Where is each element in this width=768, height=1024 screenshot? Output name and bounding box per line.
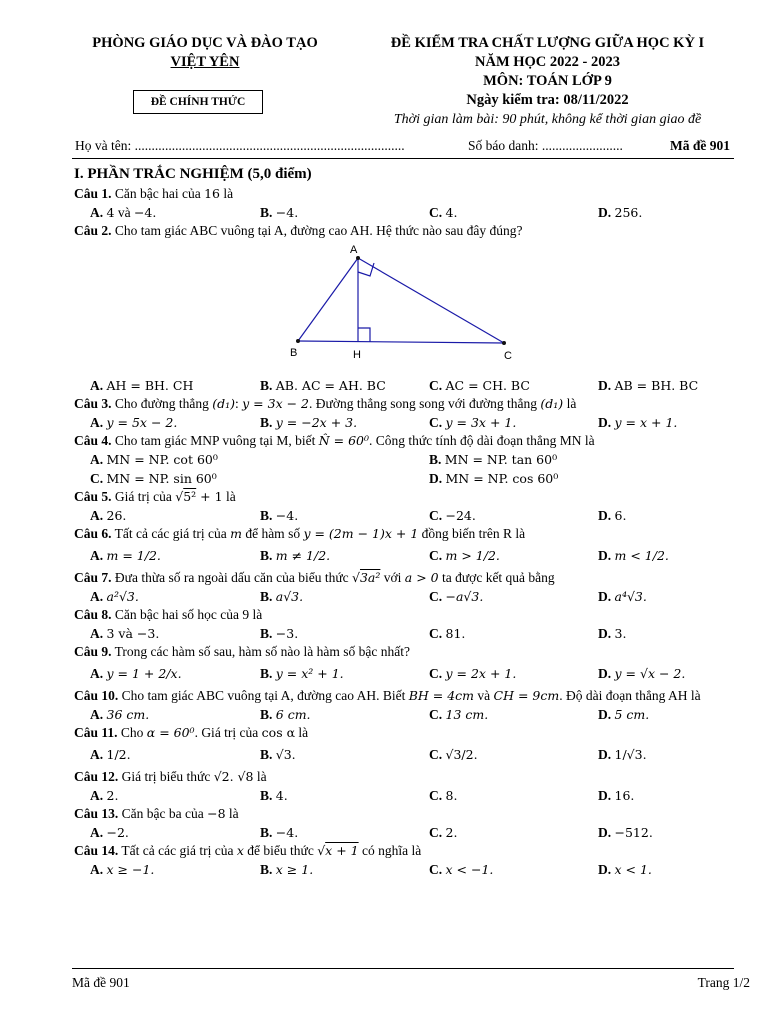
option-c[interactable]: C. 4.: [429, 205, 458, 220]
option-d[interactable]: D. m < 1/2.: [598, 548, 669, 563]
question: [74, 222, 734, 240]
answer-options: [74, 469, 734, 488]
exam-duration: Thời gian làm bài: 90 phút, không kể thời gian giao đề: [393, 112, 702, 127]
option-c[interactable]: C. 2.: [429, 825, 458, 840]
question-number: Câu 6.: [74, 526, 112, 541]
question-text: Cho tam giác ABC vuông tại A, đường cao AH. Biết BH = 4cm và CH = 9cm. Độ dài đoạn thẳng AH là: [121, 688, 701, 703]
option-d[interactable]: D. y = x + 1.: [598, 415, 678, 430]
triangle-figure: [74, 240, 734, 376]
question-text: Căn bậc ba của −8 là: [121, 806, 239, 821]
answer-options: [74, 203, 734, 222]
question-number: Câu 10.: [74, 688, 119, 703]
question-number: Câu 9.: [74, 644, 112, 659]
option-b[interactable]: B. 4.: [260, 788, 288, 803]
question-number: Câu 7.: [74, 570, 112, 585]
question-text: Cho đường thẳng (d₁): y = 3x − 2. Đường thẳng song song với đường thẳng (d₁) là: [114, 396, 577, 411]
option-c[interactable]: C. x < −1.: [429, 862, 494, 877]
option-a[interactable]: A. m = 1/2.: [90, 548, 161, 563]
option-a[interactable]: A. AH = BH. CH: [90, 378, 194, 393]
question-number: Câu 3.: [74, 396, 112, 411]
question-number: Câu 4.: [74, 433, 112, 448]
page-number: Trang 1/2: [697, 975, 750, 990]
question-text: Căn bậc hai số học của 9 là: [114, 607, 263, 622]
question: [74, 525, 734, 543]
school-year: NĂM HỌC 2022 - 2023: [475, 54, 620, 70]
district-name: VIỆT YÊN: [170, 54, 240, 70]
option-c[interactable]: C. AC = CH. BC: [429, 378, 530, 393]
label-b: B: [290, 347, 298, 359]
option-d[interactable]: D. 16.: [598, 788, 635, 803]
header-divider: [72, 158, 734, 159]
question: [74, 185, 734, 203]
question-number: Câu 13.: [74, 806, 119, 821]
option-c[interactable]: C. y = 3x + 1.: [429, 415, 517, 430]
exam-content: [74, 163, 734, 879]
option-d[interactable]: D. 1/√3.: [598, 747, 647, 762]
question-text: Tất cả các giá trị của x để biểu thức √x + 1 có nghĩa là: [121, 843, 422, 858]
question-number: Câu 8.: [74, 607, 112, 622]
option-a[interactable]: A. −2.: [90, 825, 129, 840]
option-b[interactable]: B. −4.: [260, 205, 299, 220]
question: [74, 395, 734, 413]
side-bc: [298, 341, 504, 343]
option-a[interactable]: A. 26.: [90, 508, 127, 523]
student-id-field: Số báo danh: ........................: [468, 138, 623, 153]
option-a[interactable]: A. 3 và −3.: [90, 626, 160, 641]
question-number: Câu 2.: [74, 223, 112, 238]
question-text: Đưa thừa số ra ngoài dấu căn của biểu thức √3a² với a > 0 ta được kết quả bằng: [114, 570, 555, 585]
question: [74, 687, 734, 705]
option-d[interactable]: D. 3.: [598, 626, 627, 641]
footer-exam-code: Mã đề 901: [72, 975, 130, 990]
question-number: Câu 14.: [74, 843, 119, 858]
option-a[interactable]: A. 1/2.: [90, 747, 131, 762]
option-b[interactable]: B. √3.: [260, 747, 296, 762]
option-c[interactable]: C. m > 1/2.: [429, 548, 500, 563]
option-a[interactable]: A. 36 cm.: [90, 707, 150, 722]
subject: MÔN: TOÁN LỚP 9: [483, 73, 612, 89]
label-c: C: [504, 350, 512, 362]
option-d[interactable]: D. AB = BH. BC: [598, 378, 699, 393]
question: [74, 805, 734, 823]
right-angle-a: [358, 263, 374, 276]
side-ab: [298, 258, 358, 341]
option-b[interactable]: B. x ≥ 1.: [260, 862, 314, 877]
question: [74, 842, 734, 860]
answer-options: [74, 543, 734, 569]
question-text: Giá trị của √5² + 1 là: [114, 489, 236, 504]
option-b[interactable]: B. y = x² + 1.: [260, 666, 344, 681]
option-c[interactable]: C. y = 2x + 1.: [429, 666, 517, 681]
answer-options: [74, 624, 734, 643]
option-a[interactable]: A. y = 5x − 2.: [90, 415, 178, 430]
option-d[interactable]: D. −512.: [598, 825, 653, 840]
department-name: PHÒNG GIÁO DỤC VÀ ĐÀO TẠO: [92, 35, 318, 51]
answer-options: [74, 450, 734, 469]
question-text: Cho tam giác ABC vuông tại A, đường cao AH. Hệ thức nào sau đây đúng?: [114, 223, 523, 238]
answer-options: [74, 376, 734, 395]
student-name-field: Họ và tên: ................................................................................: [75, 138, 405, 153]
question-text: Căn bậc hai của 16 là: [114, 186, 234, 201]
option-b[interactable]: B. −4.: [260, 508, 299, 523]
answer-options: [74, 860, 734, 879]
exam-title: ĐỀ KIỂM TRA CHẤT LƯỢNG GIỮA HỌC KỲ I: [390, 35, 705, 51]
section-title: I. PHẦN TRẮC NGHIỆM (5,0 điểm): [74, 166, 312, 182]
option-c[interactable]: C. MN = NP. sin 60⁰: [90, 471, 217, 486]
department-header: [70, 34, 340, 72]
option-c[interactable]: C. 13 cm.: [429, 707, 489, 722]
option-b[interactable]: B. y = −2x + 3.: [260, 415, 358, 430]
question-text: Cho α = 60⁰. Giá trị của cos α là: [120, 725, 309, 740]
exam-date: Ngày kiểm tra: 08/11/2022: [466, 92, 629, 108]
question-text: Giá trị biểu thức √2. √8 là: [121, 769, 267, 784]
answer-options: [74, 661, 734, 687]
option-d[interactable]: D. MN = NP. cos 60⁰: [429, 471, 559, 486]
answer-options: [74, 742, 734, 768]
official-stamp-box: ĐỀ CHÍNH THỨC: [133, 90, 263, 114]
option-b[interactable]: B. a√3.: [260, 589, 304, 604]
question-number: Câu 12.: [74, 769, 119, 784]
option-d[interactable]: D. a⁴√3.: [598, 589, 647, 604]
option-d[interactable]: D. 256.: [598, 205, 643, 220]
option-a[interactable]: A. 4 và −4.: [90, 205, 157, 220]
option-a[interactable]: A. x ≥ −1.: [90, 862, 155, 877]
question: [74, 643, 734, 661]
right-angle-h: [358, 328, 370, 342]
option-c[interactable]: C. √3/2.: [429, 747, 478, 762]
right-triangle-diagram: [286, 242, 526, 372]
label-h: H: [353, 349, 361, 361]
answer-options: [74, 506, 734, 525]
question: [74, 569, 734, 587]
question-number: Câu 1.: [74, 186, 112, 201]
question: [74, 606, 734, 624]
option-b[interactable]: B. AB. AC = AH. BC: [260, 378, 386, 393]
option-d[interactable]: D. y = √x − 2.: [598, 666, 686, 681]
answer-options: [74, 823, 734, 842]
option-d[interactable]: D. 5 cm.: [598, 707, 650, 722]
option-a[interactable]: A. y = 1 + 2/x.: [90, 666, 182, 681]
option-d[interactable]: D. x < 1.: [598, 862, 652, 877]
answer-options: [74, 587, 734, 606]
option-b[interactable]: B. −4.: [260, 825, 299, 840]
option-c[interactable]: C. −24.: [429, 508, 476, 523]
side-ac: [358, 258, 504, 343]
option-a[interactable]: A. a²√3.: [90, 589, 139, 604]
footer-divider: [72, 968, 734, 969]
exam-header: [345, 34, 750, 129]
answer-options: [74, 705, 734, 724]
question: [74, 724, 734, 742]
option-c[interactable]: C. −a√3.: [429, 589, 484, 604]
question-text: Cho tam giác MNP vuông tại M, biết N̂ = 60⁰. Công thức tính độ dài đoạn thẳng MN là: [114, 433, 595, 448]
option-d[interactable]: D. 6.: [598, 508, 627, 523]
answer-options: [74, 413, 734, 432]
question: [74, 488, 734, 506]
option-c[interactable]: C. 81.: [429, 626, 466, 641]
question: [74, 768, 734, 786]
option-a[interactable]: A. 2.: [90, 788, 119, 803]
option-b[interactable]: B. MN = NP. tan 60⁰: [429, 452, 558, 467]
option-a[interactable]: A. MN = NP. cot 60⁰: [90, 452, 218, 467]
question-text: Trong các hàm số sau, hàm số nào là hàm số bậc nhất?: [114, 644, 410, 659]
question-text: Tất cả các giá trị của m để hàm số y = (2m − 1)x + 1 đồng biến trên R là: [114, 526, 526, 541]
option-c[interactable]: C. 8.: [429, 788, 458, 803]
question-number: Câu 5.: [74, 489, 112, 504]
option-b[interactable]: B. −3.: [260, 626, 299, 641]
question: [74, 432, 734, 450]
label-a: A: [350, 244, 358, 256]
option-b[interactable]: B. 6 cm.: [260, 707, 311, 722]
exam-code: Mã đề 901: [670, 138, 730, 153]
question-number: Câu 11.: [74, 725, 118, 740]
answer-options: [74, 786, 734, 805]
option-b[interactable]: B. m ≠ 1/2.: [260, 548, 331, 563]
